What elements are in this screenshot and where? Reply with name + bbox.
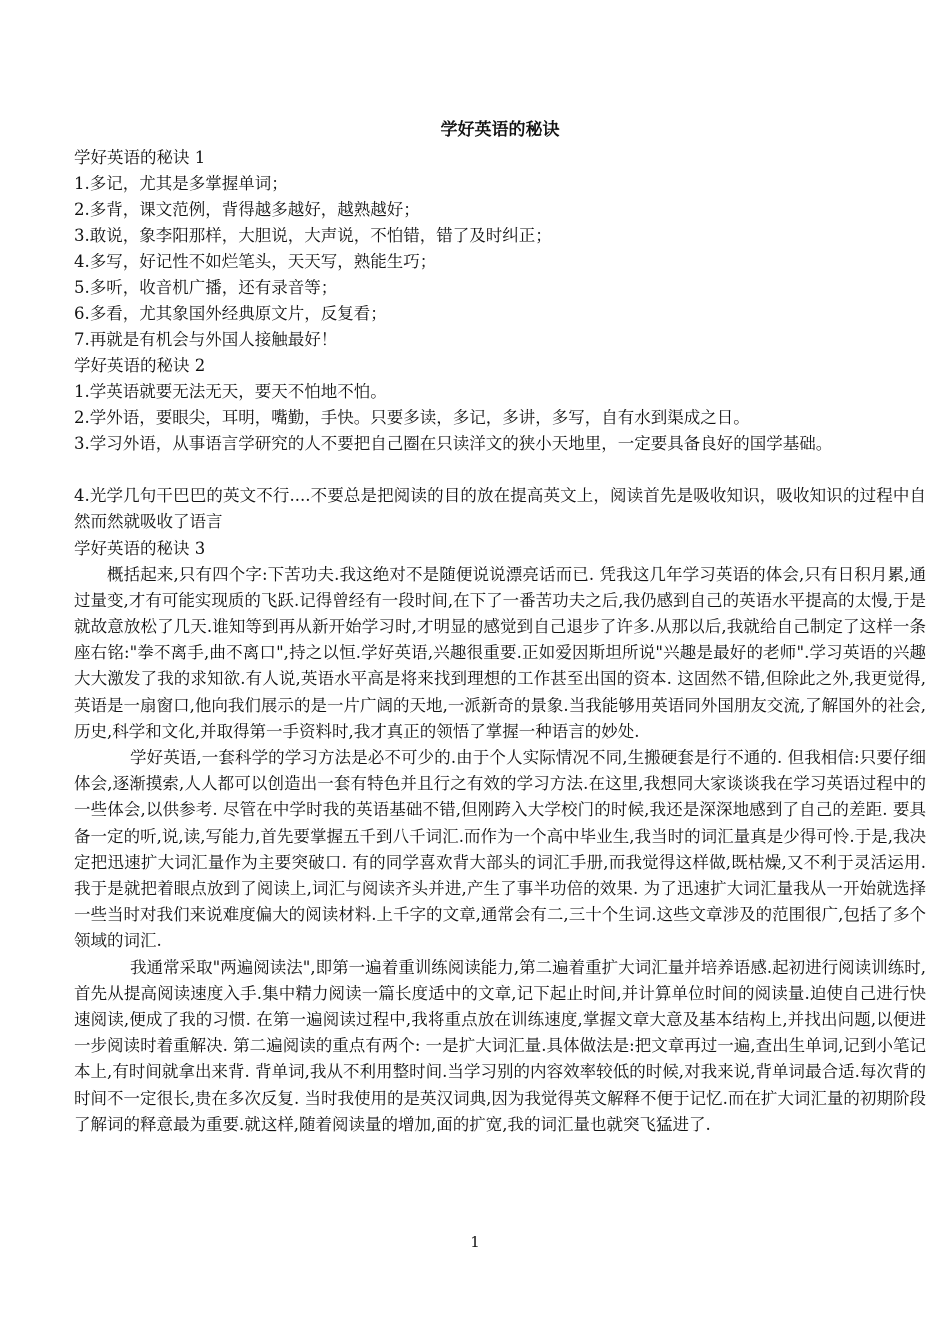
list-item: 2.学外语，要眼尖，耳明，嘴勤，手快。只要多读，多记，多讲，多写，自有水到渠成之日。 bbox=[74, 408, 750, 427]
body-paragraph: 学好英语,一套科学的学习方法是必不可少的.由于个人实际情况不同,生搬硬套是行不通的. 但我相信:只要仔细体会,逐渐摸索,人人都可以创造出一套有特色并且行之有效的学习方法.在这里,我想同大家谈谈我在学习英语过程中的一些体会,以供参考. 尽管在中学时我的英语基础不错,但刚跨入大学校门的时候,我还是深深地感到了自己的差距. 要具备一定的听,说,读,写能力,首先要掌握五千到八千词汇.而作为一个高中毕业生,我当时的词汇量真是少得可怜.于是,我决定把迅速扩大词汇量作为主要突破口. 有的同学喜欢背大部头的词汇手册,而我觉得这样做,既枯燥,又不利于灵活运用.我于是就把着眼点放到了阅读上,词汇与阅读齐头并进,产生了事半功倍的效果. 为了迅速扩大词汇量我从一开始就选择一些当时对我们来说难度偏大的阅读材料.上千字的文章,通常会有二,三十个生词.这些文章涉及的范围很广,包括了多个领域的词汇. bbox=[74, 748, 926, 951]
page-number: 1 bbox=[470, 1233, 480, 1251]
body-paragraph: 我通常采取"两遍阅读法",即第一遍着重训练阅读能力,第二遍着重扩大词汇量并培养语感.起初进行阅读训练时, 首先从提高阅读速度入手.集中精力阅读一篇长度适中的文章,记下起止时间,并计算单位时间的阅读量.迫使自己进行快速阅读,便成了我的习惯. 在第一遍阅读过程中,我将重点放在训练速度,掌握文章大意及基本结构上,并找出问题,以便进一步阅读时着重解决. 第二遍阅读的重点有两个: 一是扩大词汇量.具体做法是:把文章再过一遍,查出生单词,记到小笔记本上,有时间就拿出来背. 背单词,我从不利用整时间.当学习别的内容效率较低的时候,对我来说,背单词最合适.每次背的时间不一定很长,贵在多次反复. 当时我使用的是英汉词典,因为我觉得英文解释不便于记忆.而在扩大词汇量的初期阶段了解词的释意最为重要.就这样,随着阅读量的增加,面的扩宽,我的词汇量也就突飞猛进了. bbox=[74, 957, 926, 1134]
list-item: 3.敢说，象李阳那样，大胆说，大声说，不怕错，错了及时纠正； bbox=[74, 226, 552, 245]
list-item: 6.多看，尤其象国外经典原文片，反复看； bbox=[74, 304, 387, 323]
section-heading: 学好英语的秘诀 1 bbox=[74, 148, 206, 167]
list-item: 5.多听，收音机广播，还有录音等； bbox=[74, 278, 338, 297]
blank-line bbox=[74, 457, 926, 483]
list-item: 7.再就是有机会与外国人接触最好！ bbox=[74, 330, 338, 349]
list-item: 3.学习外语，从事语言学研究的人不要把自己圈在只读洋文的狭小天地里，一定要具备良好的国学基础。 bbox=[74, 434, 833, 453]
section-heading: 学好英语的秘诀 3 bbox=[74, 538, 206, 558]
list-item: 1.多记，尤其是多掌握单词； bbox=[74, 174, 288, 193]
list-item: 2.多背，课文范例，背得越多越好，越熟越好； bbox=[74, 200, 420, 219]
list-item: 4.光学几句干巴巴的英文不行....不要总是把阅读的目的放在提高英文上，阅读首先是吸收知识，吸收知识的过程中自然而然就吸收了语言 bbox=[74, 486, 926, 532]
list-item: 1.学英语就要无法无天，要天不怕地不怕。 bbox=[74, 382, 387, 401]
list-item: 4.多写，好记性不如烂笔头，天天写，熟能生巧； bbox=[74, 252, 437, 271]
section-heading: 学好英语的秘诀 2 bbox=[74, 356, 206, 375]
document-title: 学好英语的秘诀 bbox=[440, 120, 560, 140]
document-page bbox=[74, 117, 926, 1138]
body-paragraph: 概括起来,只有四个字:下苦功夫.我这绝对不是随便说说漂亮话而已. 凭我这几年学习英语的体会,只有日积月累,通过量变,才有可能实现质的飞跃.记得曾经有一段时间,在下了一番苦功夫之后,我仍感到自己的英语水平提高的太慢,于是就故意放松了几天.谁知等到再从新开始学习时,才明显的感觉到自己退步了许多.从那以后,我就给自己制定了这样一条座右铭:"拳不离手,曲不离口",持之以恒.学好英语,兴趣很重要.正如爱因斯坦所说"兴趣是最好的老师".学习英语的兴趣大大激发了我的求知欲.有人说,英语水平高是将来找到理想的工作甚至出国的资本. 这固然不错,但除此之外,我更觉得,英语是一扇窗口,他向我们展示的是一片广阔的天地,一派新奇的景象.当我能够用英语同外国朋友交流,了解国外的社会,历史,科学和文化,并取得第一手资料时,我才真正的领悟了掌握一种语言的妙处. bbox=[74, 564, 926, 741]
